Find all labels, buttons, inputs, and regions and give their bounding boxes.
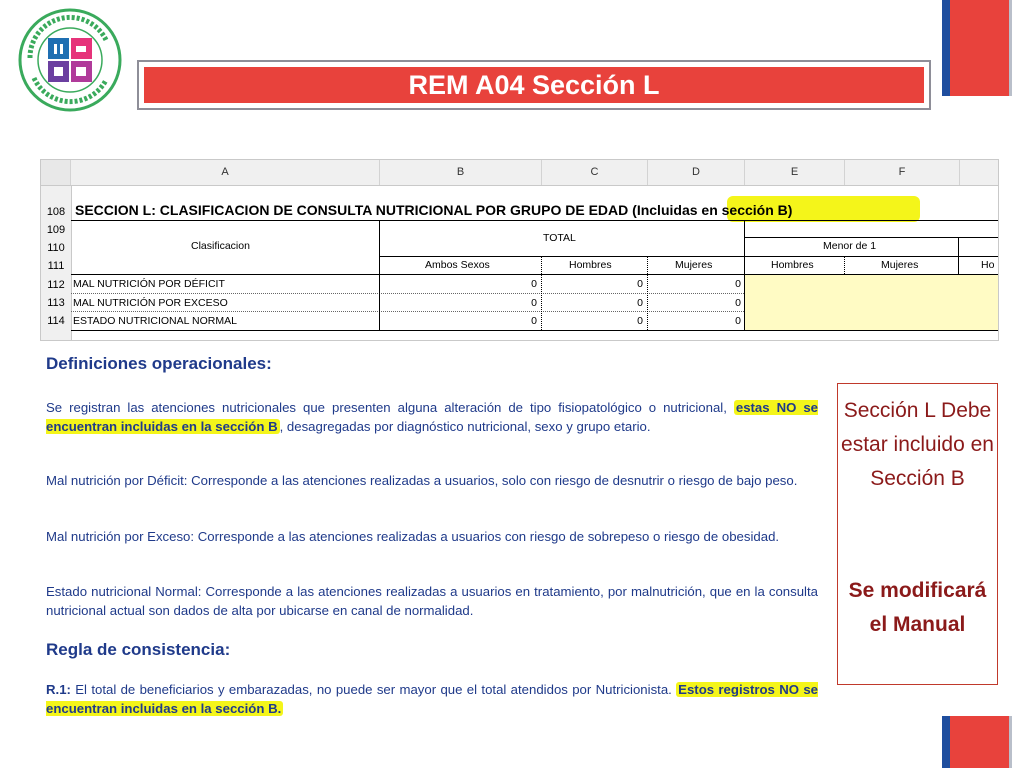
row-number: 113 bbox=[47, 297, 65, 309]
column-header: C bbox=[542, 160, 648, 185]
definitions-heading: Definiciones operacionales: bbox=[46, 354, 272, 373]
corner-flag-top bbox=[942, 0, 1012, 96]
definition-paragraph: Mal nutrición por Exceso: Corresponde a las atenciones realizadas a usuarios con riesgo de sobrepeso o riesgo de obesidad. bbox=[46, 529, 780, 544]
row-number: 112 bbox=[47, 279, 65, 291]
subheader: Hombres bbox=[569, 259, 612, 271]
column-header-bar bbox=[41, 160, 998, 186]
table-line bbox=[71, 220, 998, 221]
cell-value: 0 bbox=[735, 297, 741, 309]
subheader: Mujeres bbox=[675, 259, 713, 271]
table-line bbox=[745, 237, 998, 238]
table-line bbox=[647, 256, 648, 330]
definition-paragraph: Estado nutricional Normal: Corresponde a las atenciones realizadas a usuarios en tratamiento, por malnutrición, que en la consulta nutricional actual son dados de alta por ubicarse en canal de normalidad. bbox=[46, 584, 818, 618]
subheader: Ho bbox=[981, 259, 995, 271]
cell-value: 0 bbox=[735, 315, 741, 327]
rule-paragraph bbox=[46, 680, 818, 718]
cell-value: 0 bbox=[531, 297, 537, 309]
page-title: REM A04 Sección L bbox=[144, 67, 924, 103]
table-line bbox=[71, 330, 998, 331]
row-number: 109 bbox=[46, 224, 66, 236]
header-menor: Menor de 1 bbox=[823, 240, 877, 252]
row-label: MAL NUTRICIÓN POR DÉFICIT bbox=[73, 278, 225, 290]
corner-cell bbox=[41, 160, 71, 185]
row-number: 108 bbox=[46, 206, 66, 218]
rule-text: El total de beneficiarios y embarazadas, no puede ser mayor que el total atendidos por Nutricionista. bbox=[70, 682, 677, 697]
subheader: Mujeres bbox=[881, 259, 919, 271]
input-area bbox=[745, 275, 998, 330]
definition-text: Se registran las atenciones nutricionales que presenten alguna alteración de tipo fisiopatológico o nutricional, bbox=[46, 400, 727, 415]
rule-label: R.1: bbox=[46, 682, 71, 697]
cell-value: 0 bbox=[637, 315, 643, 327]
cell-value: 0 bbox=[735, 278, 741, 290]
highlight-text: Estos registros NO se encuentran incluidas en la sección B. bbox=[46, 682, 818, 716]
column-header: E bbox=[745, 160, 845, 185]
section-title-highlight: (Incluidas en sección B) bbox=[632, 202, 793, 218]
table-line bbox=[379, 220, 380, 330]
table-line bbox=[541, 256, 542, 330]
column-header: A bbox=[71, 160, 380, 185]
spreadsheet bbox=[40, 159, 999, 341]
definition-paragraph bbox=[46, 398, 818, 436]
section-title-text: SECCION L: CLASIFICACION DE CONSULTA NUTRICIONAL POR GRUPO DE EDAD bbox=[75, 202, 629, 218]
highlight-text: estas NO se encuentran incluidas en la sección B bbox=[46, 400, 818, 434]
cell-value: 0 bbox=[531, 278, 537, 290]
column-header: D bbox=[648, 160, 745, 185]
row-number: 110 bbox=[47, 242, 65, 254]
row-number: 111 bbox=[47, 260, 65, 272]
row-label: ESTADO NUTRICIONAL NORMAL bbox=[73, 315, 237, 327]
title-banner bbox=[137, 60, 931, 110]
note-emphasis: Se modificará el Manual bbox=[848, 579, 987, 636]
table-line bbox=[379, 256, 998, 257]
cell-value: 0 bbox=[531, 315, 537, 327]
note-box bbox=[837, 383, 998, 685]
logo bbox=[18, 8, 122, 112]
cell-value: 0 bbox=[637, 278, 643, 290]
subheader: Ambos Sexos bbox=[425, 259, 490, 271]
section-title bbox=[75, 202, 792, 218]
rules-heading: Regla de consistencia: bbox=[46, 640, 231, 659]
row-number: 114 bbox=[47, 315, 65, 327]
cell-value: 0 bbox=[637, 297, 643, 309]
column-header: F bbox=[845, 160, 960, 185]
row-label: MAL NUTRICIÓN POR EXCESO bbox=[73, 297, 228, 309]
header-total: TOTAL bbox=[543, 232, 576, 244]
definition-paragraph: Mal nutrición por Déficit: Corresponde a las atenciones realizadas a usuarios, solo con riesgo de desnutrir o riesgo de bajo peso. bbox=[46, 473, 798, 488]
column-header: B bbox=[380, 160, 542, 185]
corner-flag-bottom bbox=[942, 716, 1012, 768]
subheader: Hombres bbox=[771, 259, 814, 271]
header-clasificacion: Clasificacion bbox=[191, 240, 250, 252]
definition-text: , desagregadas por diagnóstico nutricional, sexo y grupo etario. bbox=[279, 419, 651, 434]
note-text: Sección L Debe estar incluido en Sección B bbox=[841, 399, 994, 490]
